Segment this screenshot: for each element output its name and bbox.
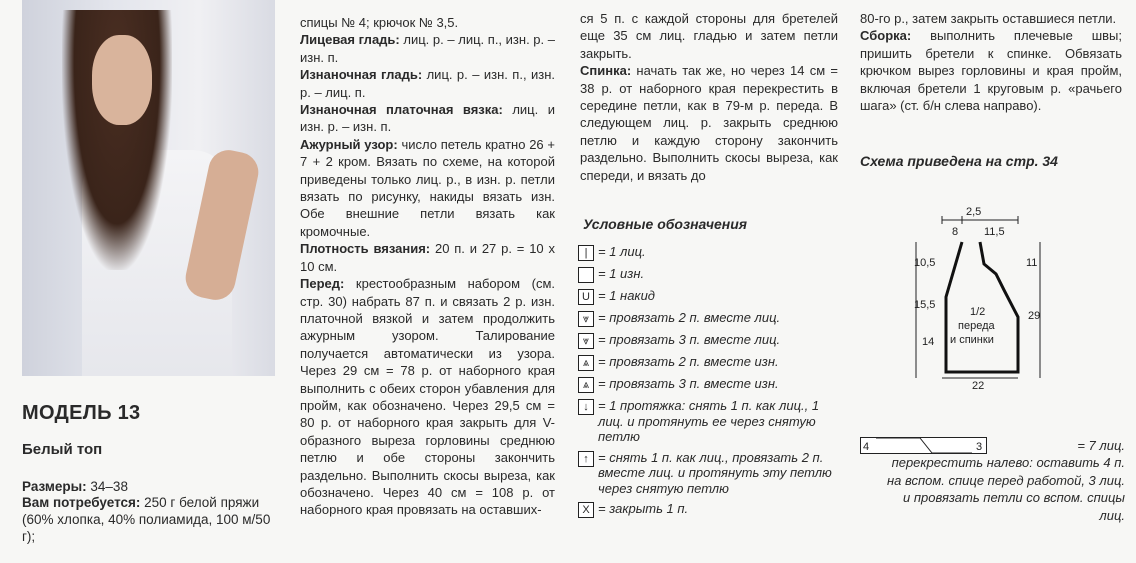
paragraph [580, 62, 838, 184]
sizes-label: Размеры: [22, 479, 87, 494]
diagram-center-label-2: переда [958, 320, 995, 332]
legend-item [578, 450, 848, 497]
legend-symbol-icon: ↓ [578, 399, 594, 415]
legend-text: = 1 накид [598, 288, 655, 303]
legend-item [578, 354, 848, 371]
pattern-diagram [900, 202, 1070, 397]
diagram-label-top-small: 2,5 [966, 206, 982, 218]
legend-symbol-icon: | [578, 245, 594, 261]
paragraph-heading: Ажурный узор: [300, 136, 398, 152]
paragraph-heading: Сборка: [860, 28, 912, 44]
diagram-label-right-upper: 11 [1026, 257, 1038, 269]
model-photo [22, 0, 275, 376]
paragraph [300, 31, 555, 66]
legend-item [578, 244, 848, 261]
instructions-column-3 [580, 10, 838, 184]
legend-text: = снять 1 п. как лиц., провязать 2 п. вместе лиц. и протянуть эту петлю через снятую петлю [598, 449, 832, 496]
paragraph-text: лиц. р. – лиц. п., изн. р. – изн. п. [300, 32, 556, 65]
paragraph-heading: Лицевая гладь: [300, 32, 400, 48]
paragraph-heading: Изнаночная платочная вязка: [300, 102, 503, 118]
cable-right-number: 3 [976, 441, 983, 453]
cable-description [880, 437, 1125, 524]
legend-symbol-icon: X [578, 502, 594, 518]
legend-title: Условные обозначения [583, 216, 748, 232]
paragraph-heading: Плотность вязания: [300, 241, 431, 257]
legend-text: = 1 изн. [598, 266, 645, 281]
cable-text: = 7 лиц. перекрестить налево: оставить 4 п. на вспом. спице перед работой, 3 лиц. и провязать петли со вспом. спицы лиц. [887, 438, 1125, 523]
diagram-center-label-3: и спинки [950, 334, 994, 346]
legend-text: = провязать 3 п. вместе изн. [598, 376, 779, 391]
diagram-label-bottom: 22 [972, 380, 985, 392]
model-title: МОДЕЛЬ 13 [22, 402, 141, 424]
diagram-label-left-low: 14 [922, 336, 935, 348]
paragraph-text: начать так же, но через 14 см = 38 р. от наборного края перекрестить в середине петли, как в 79-м р. переда. В следующем лиц. р. закрыть среднюю петлю и каждую сторону закончить раздельно. Выполнить скосы выреза, как спереди, и вязать до [580, 63, 838, 183]
paragraph [300, 240, 555, 275]
materials-label: Вам потребуется: [22, 495, 141, 510]
paragraph [860, 27, 1122, 114]
paragraph-text: выполнить плечевые швы; пришить бретели к спинке. Обвязать крючком вырез горловины и края пройм, включая бретели 1 круговым р. «рачьего шага» (ст. б/н слева направо). [860, 28, 1122, 114]
paragraph [860, 10, 1122, 27]
legend-symbol-icon: ⩓ [578, 355, 594, 371]
legend-text: = закрыть 1 п. [598, 501, 689, 516]
legend-text: = провязать 3 п. вместе лиц. [598, 332, 781, 347]
schema-reference: Схема приведена на стр. 34 [860, 153, 1058, 169]
paragraph [300, 136, 555, 240]
sizes-line [22, 478, 128, 495]
paragraph-heading: Перед: [300, 276, 345, 292]
legend-symbol-icon: ⩔ [578, 311, 594, 327]
legend-text: = 1 протяжка: снять 1 п. как лиц., 1 лиц. и протянуть ее через снятую петлю [598, 398, 820, 444]
photo-face [92, 35, 152, 125]
paragraph [300, 14, 555, 31]
paragraph-text: ся 5 п. с каждой стороны для бретелей еще 35 см лиц. гладью и затем петли закрыть. [580, 11, 838, 61]
legend-list [578, 244, 848, 523]
legend-symbol-icon [578, 267, 594, 283]
diagram-label-right-mid: 29 [1028, 310, 1041, 322]
pattern-diagram-svg [900, 202, 1070, 392]
materials-line [22, 494, 278, 545]
paragraph-text: крестообразным набором (см. стр. 30) набрать 87 п. и связать 2 р. изн. платочной вязкой и затем продолжить ажурным узором. Талирование получается автоматически из узора. Через 29 см = 78 р. от наборного края выполнить с обеих сторон убавления для пройм, как обозначено. Через 29,5 см = 80 р. от наборного края закрыть для V-образного выреза горловины среднюю петлю и обе стороны закончить раздельно. Выполнить скосы выреза, как обозначено. Через 40 см = 108 р. от наборного края провязать на оставших- [300, 276, 555, 518]
paragraph [300, 66, 555, 101]
legend-text: = 1 лиц. [598, 244, 646, 259]
paragraph-heading: Изнаночная гладь: [300, 67, 423, 83]
paragraph-text: число петель кратно 26 + 7 + 2 кром. Вязать по схеме, на которой приведены только лиц. р., в изн. р. петли вязать по рисунку, накиды вязать изн. Обе внешние петли вязать как кромочные. [300, 136, 555, 239]
paragraph-heading: Спинка: [580, 63, 632, 79]
model-subtitle: Белый топ [22, 441, 103, 458]
legend-item [578, 288, 848, 305]
legend-symbol-icon: ⩔ [578, 333, 594, 349]
diagram-label-left-mid: 15,5 [914, 299, 936, 311]
sizes-value: 34–38 [90, 479, 128, 494]
legend-text: = провязать 2 п. вместе лиц. [598, 310, 781, 325]
diagram-label-left-upper: 10,5 [914, 257, 936, 269]
paragraph-text: 20 п. и 27 р. = 10 х 10 см. [300, 241, 555, 274]
cable-left-number: 4 [863, 441, 870, 453]
paragraph [580, 10, 838, 62]
instructions-column-4 [860, 10, 1122, 114]
paragraph-text: лиц. и изн. р. – изн. п. [300, 102, 555, 135]
diagram-label-top-right: 11,5 [984, 226, 1005, 238]
legend-item [578, 310, 848, 327]
legend-symbol-icon: ⩓ [578, 377, 594, 393]
paragraph [300, 101, 555, 136]
instructions-column-2 [300, 14, 555, 519]
diagram-label-top-left: 8 [952, 226, 959, 238]
legend-item [578, 501, 848, 518]
legend-item [578, 376, 848, 393]
paragraph [300, 275, 555, 519]
legend-symbol-icon: U [578, 289, 594, 305]
legend-symbol-icon: ↑ [578, 451, 594, 467]
paragraph-text: лиц. р. – изн. п., изн. р. – лиц. п. [300, 67, 555, 100]
diagram-center-label-1: 1/2 [970, 306, 986, 318]
paragraph-text: 80-го р., затем закрыть оставшиеся петли. [860, 11, 1117, 26]
paragraph-text: спицы № 4; крючок № 3,5. [300, 15, 459, 30]
legend-item [578, 266, 848, 283]
materials-value: 250 г белой пряжи (60% хлопка, 40% полиамида, 100 м/50 г); [22, 495, 271, 544]
legend-item [578, 398, 848, 445]
legend-text: = провязать 2 п. вместе изн. [598, 354, 779, 369]
legend-item [578, 332, 848, 349]
